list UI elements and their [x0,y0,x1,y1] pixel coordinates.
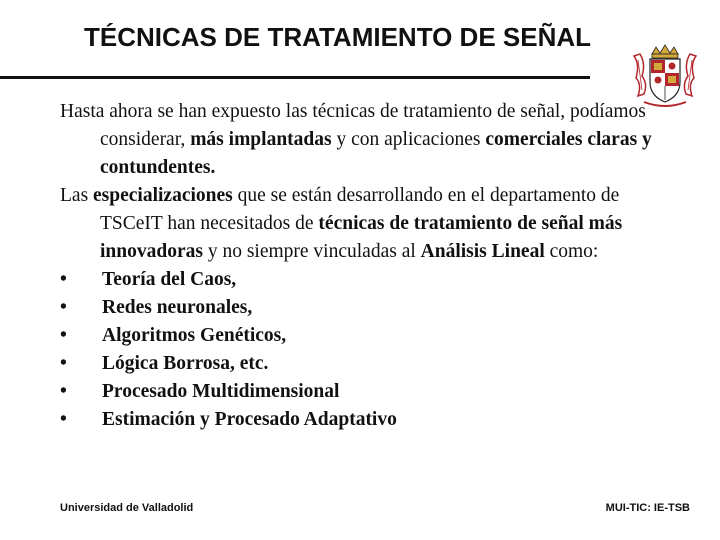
slide-title: TÉCNICAS DE TRATAMIENTO DE SEÑAL [84,22,592,52]
spec-text-3: y no siempre vinculadas al [202,241,421,262]
list-item [60,350,680,378]
footer-course-code: MUI-TIC: IE-TSB [605,502,690,514]
intro-emphasis-2: comerciales claras y contundentes. [100,129,652,178]
bullet-icon: • [60,297,67,318]
spec-emphasis-1: especializaciones [93,185,233,206]
list-item-text: Lógica Borrosa, etc. [102,353,269,374]
techniques-list [60,266,680,434]
spec-text-2: que se están desarrollando en el departamento de TSCeIT han necesitados de [100,185,620,234]
slide-body [60,98,680,434]
intro-text-1: Hasta ahora se han expuesto las técnicas de tratamiento de señal, podíamos considerar, [60,101,646,150]
spec-text-1: Las [60,185,94,206]
bullet-icon: • [60,409,67,430]
paragraph-intro [60,98,680,182]
list-item [60,294,680,322]
bullet-icon: • [60,269,67,290]
intro-emphasis-1: más implantadas [190,129,332,150]
footer-university: Universidad de Valladolid [60,502,194,514]
list-item-text: Redes neuronales, [102,297,253,318]
list-item [60,406,680,434]
paragraph-specializations [60,182,680,266]
spec-text-4: como: [544,241,599,262]
list-item-text: Procesado Multidimensional [102,381,340,402]
spec-emphasis-3: Análisis Lineal [420,241,545,262]
list-item [60,266,680,294]
list-item [60,378,680,406]
title-underline [0,76,590,79]
intro-text-2: y con aplicaciones [331,129,486,150]
list-item-text: Estimación y Procesado Adaptativo [102,409,397,430]
list-item-text: Teoría del Caos, [102,269,237,290]
list-item-text: Algoritmos Genéticos, [102,325,287,346]
list-item [60,322,680,350]
bullet-icon: • [60,325,67,346]
spec-emphasis-2: técnicas de tratamiento de señal más innovadoras [100,213,623,262]
bullet-icon: • [60,353,67,374]
bullet-icon: • [60,381,67,402]
